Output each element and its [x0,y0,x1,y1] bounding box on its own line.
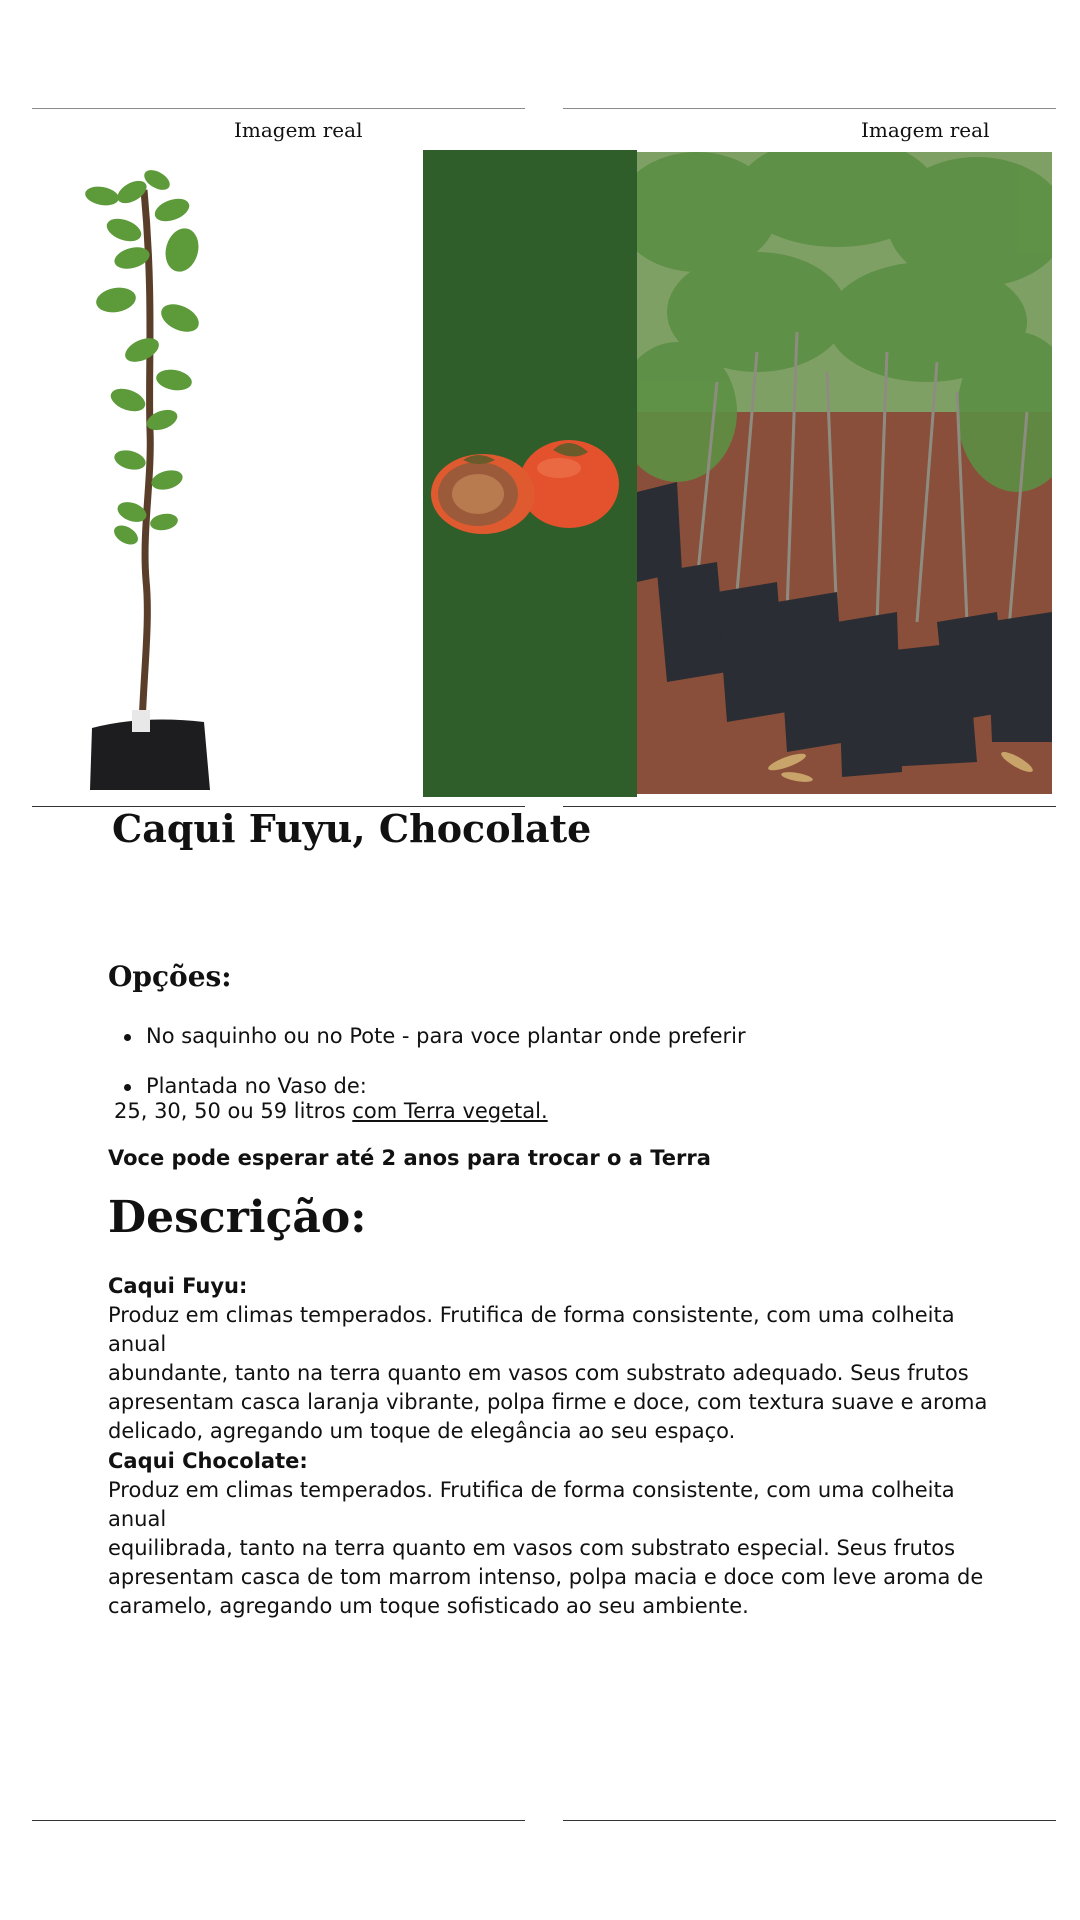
bullet-2 [124,1084,131,1091]
seedling-illustration [32,150,422,790]
fuyu-line-1: Produz em climas temperados. Frutifica de forma consistente, com uma colheita anual [108,1303,955,1356]
fuyu-line-2: abundante, tanto na terra quanto em vasos com substrato adequado. Seus frutos [108,1361,969,1385]
nursery-illustration [637,152,1052,794]
divider-top-right [563,108,1056,109]
option-item-1: No saquinho ou no Pote - para voce plantar onde preferir [146,1024,746,1048]
divider-bottom-left [32,1820,525,1821]
terra-vegetal-link[interactable]: com Terra vegetal. [352,1099,548,1123]
option-item-2-line2 [114,1099,548,1123]
vase-sizes-text: 25, 30, 50 ou 59 litros [114,1099,353,1123]
description-chocolate [108,1447,1008,1621]
soil-note: Voce pode esperar até 2 anos para trocar o a Terra [108,1146,711,1170]
persimmon-fruit-photo[interactable] [423,150,637,797]
fuyu-name: Caqui Fuyu: [108,1274,248,1298]
description-heading: Descrição: [108,1192,367,1243]
description-fuyu [108,1272,1008,1446]
divider-bottom-right [563,1820,1056,1821]
caption-right: Imagem real [861,118,990,142]
fuyu-line-4: delicado, agregando um toque de elegância ao seu espaço. [108,1419,736,1443]
divider-top-left [32,108,525,109]
chocolate-line-4: caramelo, agregando um toque sofisticado ao seu ambiente. [108,1594,749,1618]
persimmon-illustration [423,150,637,797]
chocolate-line-2: equilibrada, tanto na terra quanto em vasos com substrato especial. Seus frutos [108,1536,956,1560]
chocolate-line-3: apresentam casca de tom marrom intenso, polpa macia e doce com leve aroma de [108,1565,984,1589]
caption-left: Imagem real [234,118,363,142]
nursery-photo[interactable] [637,152,1052,794]
options-heading: Opções: [108,960,232,993]
fuyu-line-3: apresentam casca laranja vibrante, polpa firme e doce, com textura suave e aroma [108,1390,988,1414]
chocolate-name: Caqui Chocolate: [108,1449,308,1473]
divider-gallery-right [563,806,1056,807]
option-item-2: Plantada no Vaso de: [146,1074,367,1098]
bullet-1 [124,1034,131,1041]
product-title: Caqui Fuyu, Chocolate [112,806,592,851]
chocolate-line-1: Produz em climas temperados. Frutifica de forma consistente, com uma colheita anual [108,1478,955,1531]
seedling-photo[interactable] [32,150,422,790]
